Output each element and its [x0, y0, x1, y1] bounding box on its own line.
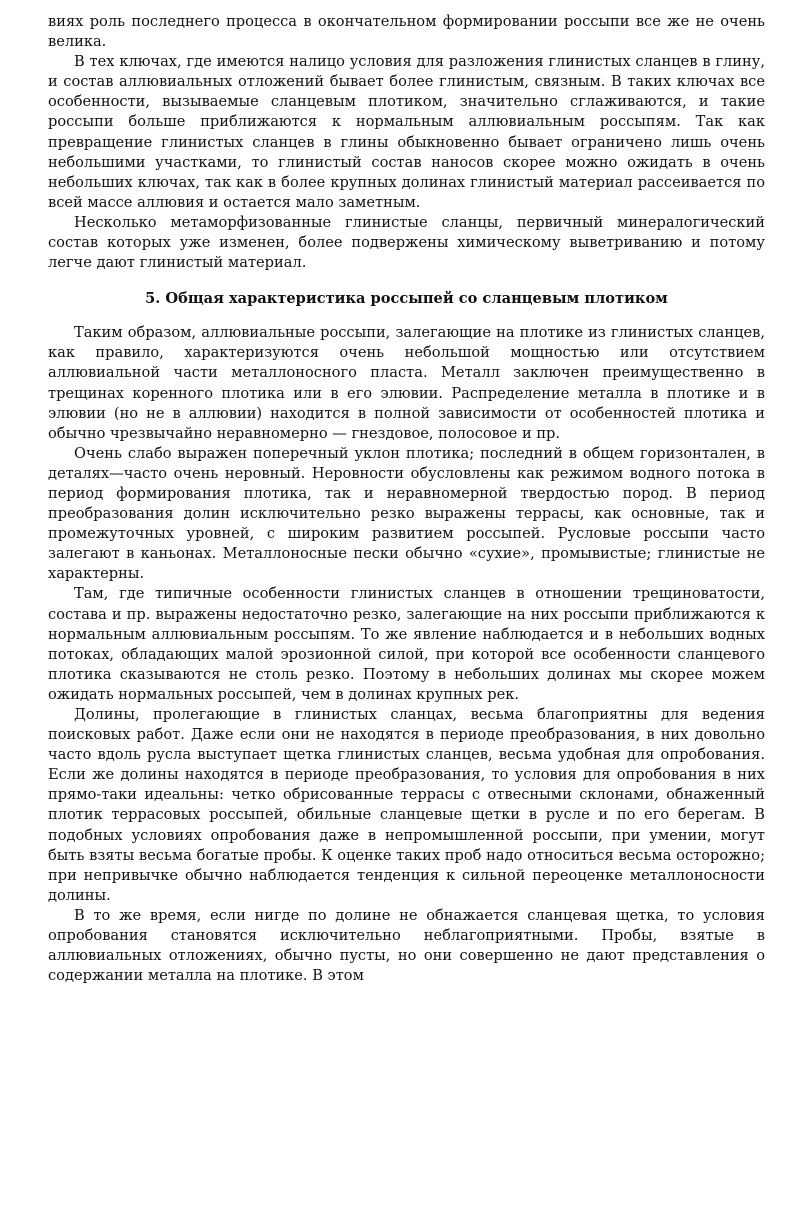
paragraph: Долины, пролегающие в глинистых сланцах, весьма благоприятны для ведения поисковых работ. Даже если они не находятся в периоде преобразования, в них довольно часто вдоль русла выступает щетка глинистых сланцев, весьма удобная для опробования. Если же долины находятся в периоде преобразования, то условия для опробования в них прямо-таки идеальны: четко обрисованные террасы с отвесными склонами, обнаженный плотик террасовых россыпей, обильные сланцевые щетки в русле и по его берегам. В подобных условиях опробования даже в непромышленной россыпи, при умении, могут быть взяты весьма богатые пробы. К оценке таких проб надо относиться весьма осторожно; при непривычке обычно наблюдается тенденция к сильной переоценке металлоносности долины. — [48, 706, 765, 904]
paragraph: Очень слабо выражен поперечный уклон плотика; последний в общем горизонтален, в деталях—часто очень неровный. Неровности обусловлены как режимом водного потока в период формирования плотика, так и неравномерной твердостью пород. В период преобразования долин исключительно резко выражены террасы, как основные, так и промежуточных уровней, с широким развитием россыпей. Русловые россыпи часто залегают в каньонах. Металлоносные пески обычно «сухие», промывистые; глинистые не характерны. — [48, 444, 765, 583]
paragraph: Несколько метаморфизованные глинистые сланцы, первичный минералогический состав которых уже изменен, более подвержены химическому выветриванию и потому легче дают глинистый материал. — [48, 213, 765, 272]
paragraph: В то же время, если нигде по долине не обнажается сланцевая щетка, то условия опробования становятся исключительно неблагоприятными. Пробы, взятые в аллювиальных отложениях, обычно пусты, но они совершенно не дают представления о содержании металла на плотике. В этом — [48, 906, 765, 985]
paragraph: Таким образом, аллювиальные россыпи, залегающие на плотике из глинистых сланцев, как правило, характеризуются очень небольшой мощностью или отсутствием аллювиальной части металлоносного пласта. Металл заключен преимущественно в трещинах коренного плотика или в его элювии. Распределение металла в плотике и в элювии (но не в аллювии) находится в полной зависимости от особенностей плотика и обычно чрезвычайно неравномерно — гнездовое, полосовое и пр. — [48, 324, 765, 442]
document-page — [48, 12, 765, 986]
section-heading: 5. Общая характеристика россыпей со сланцевым плотиком — [145, 290, 668, 308]
paragraph: Там, где типичные особенности глинистых сланцев в отношении трещиноватости, состава и пр. выражены недостаточно резко, залегающие на них россыпи приближаются к нормальным аллювиальным россыпям. То же явление наблюдается и в небольших водных потоках, обладающих малой эрозионной силой, при которой все особенности сланцевого плотика сказываются не столь резко. Поэтому в небольших долинах мы скорее можем ожидать нормальных россыпей, чем в долинах крупных рек. — [48, 585, 765, 703]
paragraph-continuation: виях роль последнего процесса в окончательном формировании россыпи все же не очень велика. — [48, 13, 765, 51]
paragraph: В тех ключах, где имеются налицо условия для разложения глинистых сланцев в глину, и состав аллювиальных отложений бывает более глинистым, связным. В таких ключах все особенности, вызываемые сланцевым плотиком, значительно сглаживаются, и такие россыпи больше приближаются к нормальным аллювиальным россыпям. Так как превращение глинистых сланцев в глины обыкновенно бывает ограничено лишь очень небольшими участками, то глинистый состав наносов скорее можно ожидать в очень небольших ключах, так как в более крупных долинах глинистый материал рассеивается по всей массе аллювия и остается мало заметным. — [48, 53, 765, 211]
